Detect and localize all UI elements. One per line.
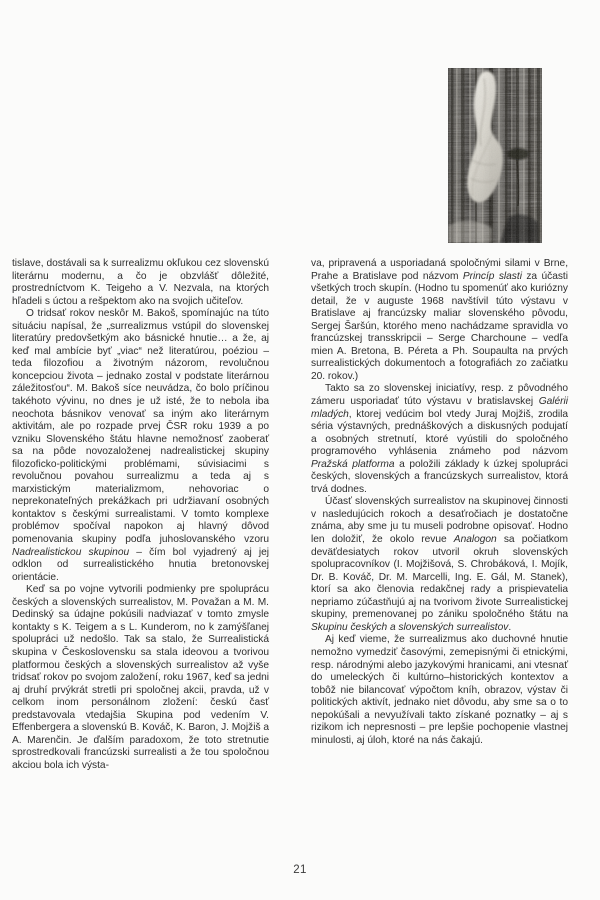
illustration-block	[448, 68, 542, 243]
text-run: Aj keď vieme, že surrealizmus ako duchovné hnutie nemožno vymedziť časovými, zemepisnými či etnickými, resp. národnými alebo jazykovými hranicami, ani vtesnať do umeleckých či kultúrno–historických kontextov a tobôž nie bilancovať výpočtom kníh, obrazov, výstav či politických aktivít, jednako niet dôvodu, aby sme sa o to nepokúšali a nevyužívali takto získané poznatky – aj s rizikom ich nepresnosti – pre lepšie pochopenie vlastnej minulosti, aj úloh, ktoré na nás čakajú.	[311, 634, 568, 746]
italic-title: Princíp slasti	[462, 270, 522, 282]
paragraph	[311, 496, 568, 634]
text-columns	[12, 258, 568, 772]
text-run: O tridsať rokov neskôr M. Bakoš, spomínajúc na túto situáciu napísal, že „surrealizmus vstúpil do slovenskej literatúry predovšetkým ako básnické hnutie… a že, aj keď mal ambície byť „viac“ než literatúrou, poéziou – teda filozofiou a životným názorom, revolučnou koncepciou života – jednako zostal v podstate literárnou záležitosťou“. M. Bakoš síce neuvádza, čo bolo príčinou takéhoto vývinu, no dnes je už isté, že to nebola iba neochota básnikov venovať sa iným ako literárnym aktivitám, ale po rozpade prvej ČSR roku 1939 a po vzniku Slovenského štátu hlavne nemožnosť zaoberať sa na pôde novozaloženej nadrealistickej skupiny filozoficko-politickými problémami, súvisiacimi s revolučnou povahou surrealizmu a teda aj s marxistickým materializmom, nehovoriac o neprekonateľných prekážkach pri udržiavaní osobných kontaktov s českými surrealistami. V tomto komplexe problémov spočíval napokon aj hlavný dôvod pomenovania skupiny podľa juhoslovanského vzoru	[12, 308, 269, 546]
italic-title: Galérii mladých	[311, 396, 568, 420]
text-run: a položili základy k úzkej spolupráci českých, slovenských a francúzskych surrealistov, ktorá trvá dodnes.	[311, 458, 568, 495]
text-run: va, pripravená a usporiadaná spoločnými silami v Brne, Prahe a Bratislave pod názvom	[311, 258, 568, 282]
text-run: Účasť slovenských surrealistov na skupinovej činnosti v nasledujúcich rokoch a desaťročiach je dostatočne známa, aby sme ju tu museli podrobne opisovať. Hodno len doložiť, že okolo revue	[311, 496, 568, 546]
italic-title: Skupinu českých a slovenských surrealistov	[311, 621, 509, 633]
text-run: Keď sa po vojne vytvorili podmienky pre spoluprácu českých a slovenských surrealistov, M. Považan a M. M. Dedinský sa údajne pokúsili nadviazať v tomto zmysle kontakty s K. Teigem a s L. Kunderom, no k zamýšľanej spolupráci už nedošlo. Tak sa stalo, že Surrealistická skupina v Československu sa stala ideovou a tvorivou platformou českých a slovenských surrealistov až vyše tridsať rokov po svojom založení, roku 1967, keď sa jedni aj druhí prvýkrát stretli pri spoločnej akcii, pravda, už v celkom inom personálnom zložení: českú časť predstavovala vtedajšia Skupina pod vedením V. Effenbergera a slovenskú B. Kováč, K. Baron, J. Mojžiš a A. Marenčin. Je ďalším paradoxom, že toto stretnutie sprostredkovali francúzski surrealisti a že tou spoločnou akciou bola ich výsta-	[12, 584, 269, 771]
paragraph	[311, 258, 568, 383]
paragraph	[311, 383, 568, 496]
text-run: – čím bol vyjadrený aj jej odklon od surrealistického hnutia bretonovskej orientácie.	[12, 546, 269, 583]
text-run: sa počiatkom deväťdesiatych rokov utvoril okruh slovenských spolupracovníkov (I. Mojžišová, S. Chrobáková, I. Mojík, Dr. B. Kováč, Dr. M. Marcelli, Ing. E. Gál, M. Stanek), ktorí sa ako členovia redakčnej rady a prispievatelia nepriamo zúčastňujú aj na tvorivom živote Surrealistickej skupiny, premenovanej po zániku spoločného štátu na	[311, 534, 568, 621]
text-run: .	[508, 621, 512, 633]
italic-title: Analogon	[453, 534, 497, 546]
italic-title: Nadrealistickou skupinou	[12, 546, 130, 558]
text-run: Takto sa zo slovenskej iniciatívy, resp. z pôvodného zámeru usporiadať túto výstavu v bratislavskej	[311, 383, 568, 408]
paragraph	[12, 584, 269, 772]
paragraph	[12, 308, 269, 584]
text-run: tislave, dostávali sa k surrealizmu okľukou cez slovenskú literárnu modernu, a čo je obzvlášť dôležité, prostredníctvom K. Teigeho a V. Nezvala, na ktorých hľadeli s úctou a rešpektom ako na svojich učiteľov.	[12, 258, 269, 307]
surrealist-photograph	[448, 68, 542, 243]
text-run: za účasti všetkých troch skupín. (Hodno tu spomenúť ako kuriózny detail, že v auguste 1968 navštívil túto výstavu v Bratislave aj francúzsky maliar slovenského pôvodu, Sergej Šaršún, ktorého meno nachádzame spravidla vo francúzskej transskripcii – Serge Charchoune – vedľa mien A. Bretona, B. Péreta a Ph. Soupaulta na prvých surrealistických dokumentoch a fotografiách zo začiatku 20. rokov.)	[311, 270, 568, 382]
paragraph	[311, 634, 568, 747]
left-column	[12, 258, 269, 772]
page-number: 21	[293, 864, 307, 876]
italic-title: Pražská platforma	[311, 458, 395, 470]
paragraph	[12, 258, 269, 308]
right-column	[311, 258, 568, 772]
text-run: , ktorej vedúcim bol vtedy Juraj Mojžiš, zrodila séria výstavných, prednáškových a diskusných podujatí a osobných stretnutí, ktoré vyústili do spoločného programového vyhlásenia známeho pod názvom	[311, 408, 568, 458]
photograph-graphic	[448, 68, 542, 243]
